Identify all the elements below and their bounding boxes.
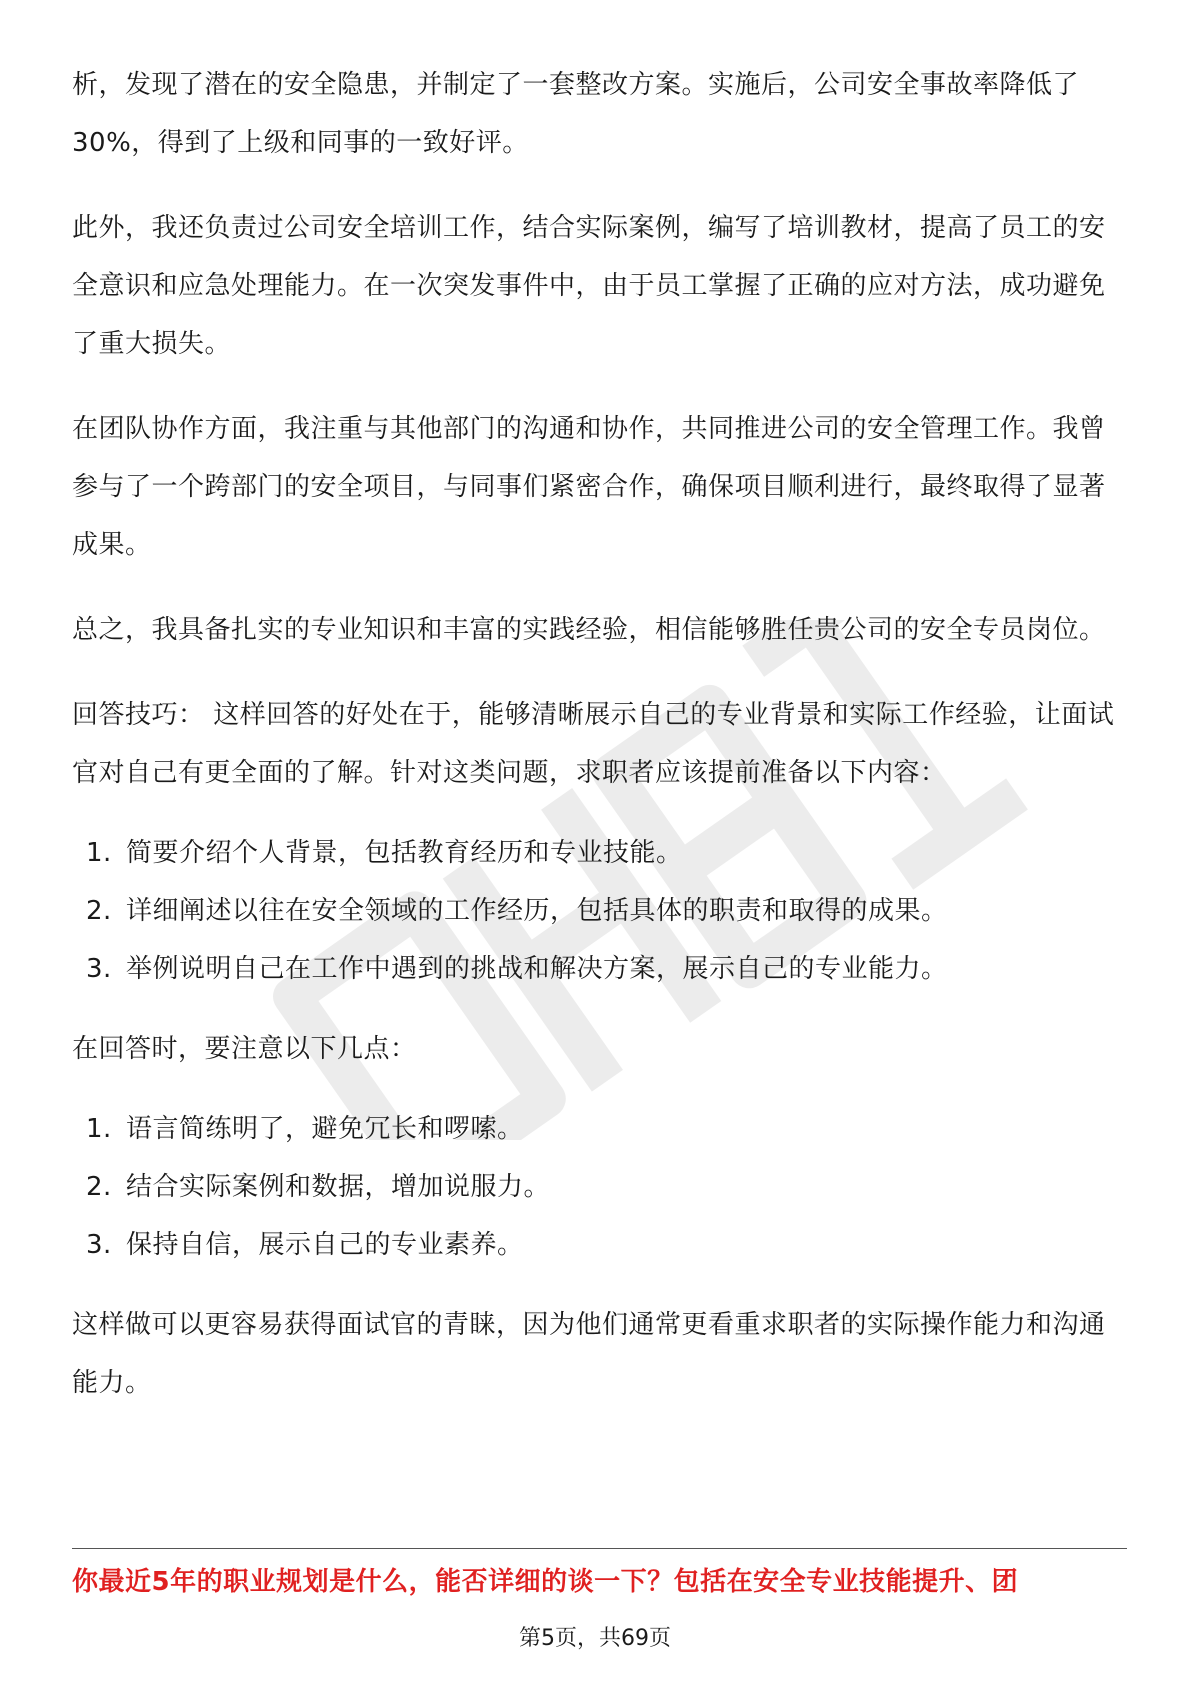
paragraph-training: 此外，我还负责过公司安全培训工作，结合实际案例，编写了培训教材，提高了员工的安全意识和应急处理能力。在一次突发事件中，由于员工掌握了正确的应对方法，成功避免了重大损失。: [72, 213, 1106, 359]
paragraph-notes-intro: 在回答时，要注意以下几点：: [72, 1034, 417, 1064]
list-text: 保持自信，展示自己的专业素养。: [126, 1230, 524, 1260]
list-number: 3.: [86, 954, 112, 984]
page-footer: 第5页，共69页: [519, 1626, 671, 1651]
list-item: [72, 1100, 1127, 1158]
list-number: 2.: [86, 1172, 112, 1202]
list-number: 2.: [86, 896, 112, 926]
paragraph-teamwork: 在团队协作方面，我注重与其他部门的沟通和协作，共同推进公司的安全管理工作。我曾参与了一个跨部门的安全项目，与同事们紧密合作，确保项目顺利进行，最终取得了显著成果。: [72, 414, 1106, 560]
notes-list: [72, 1100, 1127, 1274]
list-text: 语言简练明了，避免冗长和啰嗦。: [126, 1114, 524, 1144]
list-item: [72, 824, 1127, 882]
main-content: [72, 56, 1127, 1412]
list-number: 3.: [86, 1230, 112, 1260]
paragraph-summary: 总之，我具备扎实的专业知识和丰富的实践经验，相信能够胜任贵公司的安全专员岗位。: [72, 615, 1106, 645]
list-number: 1.: [86, 838, 112, 868]
list-item: [72, 1216, 1127, 1274]
paragraph-closing: 这样做可以更容易获得面试官的青睐，因为他们通常更看重求职者的实际操作能力和沟通能力。: [72, 1310, 1106, 1398]
list-item: [72, 1158, 1127, 1216]
list-text: 简要介绍个人背景，包括教育经历和专业技能。: [126, 838, 683, 868]
paragraph-tips: 回答技巧： 这样回答的好处在于，能够清晰展示自己的专业背景和实际工作经验，让面试官对自己有更全面的了解。针对这类问题，求职者应该提前准备以下内容：: [72, 700, 1115, 788]
list-text: 详细阐述以往在安全领域的工作经历，包括具体的职责和取得的成果。: [126, 896, 948, 926]
list-number: 1.: [86, 1114, 112, 1144]
list-item: [72, 940, 1127, 998]
section-divider: [72, 1548, 1127, 1549]
list-item: [72, 882, 1127, 940]
paragraph-result: 析，发现了潜在的安全隐患，并制定了一套整改方案。实施后，公司安全事故率降低了30%，得到了上级和同事的一致好评。: [72, 70, 1080, 158]
next-question-heading: 你最近5年的职业规划是什么，能否详细的谈一下？包括在安全专业技能提升、团: [72, 1567, 1019, 1597]
list-text: 结合实际案例和数据，增加说服力。: [126, 1172, 551, 1202]
prep-list: [72, 824, 1127, 998]
list-text: 举例说明自己在工作中遇到的挑战和解决方案，展示自己的专业能力。: [126, 954, 948, 984]
